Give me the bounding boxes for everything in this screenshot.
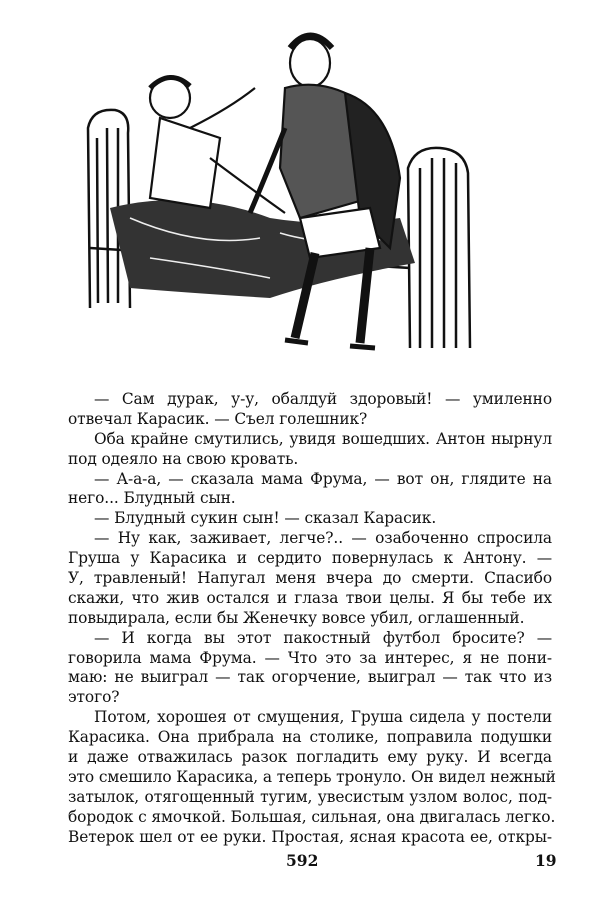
text-line: под одеяло на свою кровать. <box>68 449 299 468</box>
sitting-man <box>250 36 400 349</box>
text-line: — И когда вы этот пакостный футбол бросите? — <box>94 628 552 647</box>
text-line: Оба крайне смутились, увидя вошедших. Антон нырнул <box>94 429 552 448</box>
text-line: говорила мама Фрума. — Что это за интерес, я не пони- <box>68 648 552 667</box>
body-text <box>68 390 556 847</box>
text-line: него... Блудный сын. <box>68 489 236 508</box>
illustration <box>70 18 490 363</box>
text-line: Карасика. Она прибрала на столике, поправила подушки <box>68 728 552 747</box>
text-line: бородок с ямочкой. Большая, сильная, она двигалась легко. <box>68 807 556 826</box>
text-line: Ветерок шел от ее руки. Простая, ясная красота ее, откры- <box>68 827 552 846</box>
text-line: этого? <box>68 688 120 707</box>
text-line: У, травленый! Напугал меня вчера до смерти. Спасибо <box>68 569 552 588</box>
page-number: 19 <box>535 851 557 870</box>
bed-footboard <box>408 148 470 348</box>
text-line: — Ну как, заживает, легче?.. — озабоченно спросила <box>94 529 552 548</box>
text-line: скажи, что жив остался и глаза твои целы. Я бы тебе их <box>68 588 552 607</box>
text-line: Потом, хорошея от смущения, Груша сидела у постели <box>94 708 552 727</box>
lying-man <box>150 77 285 213</box>
text-line: — Блудный сукин сын! — сказал Карасик. <box>94 509 437 528</box>
signature-number: 592 <box>286 851 319 870</box>
text-line: — А-а-а, — сказала мама Фрума, — вот он, глядите на <box>94 469 552 488</box>
text-line: это смешило Карасика, а теперь тронуло. Он видел нежный <box>68 767 556 786</box>
text-line: и даже отважилась разок погладить ему руку. И всегда <box>68 748 552 767</box>
text-line: затылок, отягощенный тугим, увесистым узлом волос, под- <box>68 787 552 806</box>
text-line: Груша у Карасика и сердито повернулась к Антону. — <box>68 549 552 568</box>
text-line: маю: не выиграл — так огорчение, выиграл — так что из <box>68 668 552 687</box>
text-line: повыдирала, если бы Женечку вовсе убил, оглашенный. <box>68 608 525 627</box>
text-line: — Сам дурак, у-у, обалдуй здоровый! — умиленно <box>94 390 552 408</box>
text-line: отвечал Карасик. — Съел голешник? <box>68 409 368 428</box>
